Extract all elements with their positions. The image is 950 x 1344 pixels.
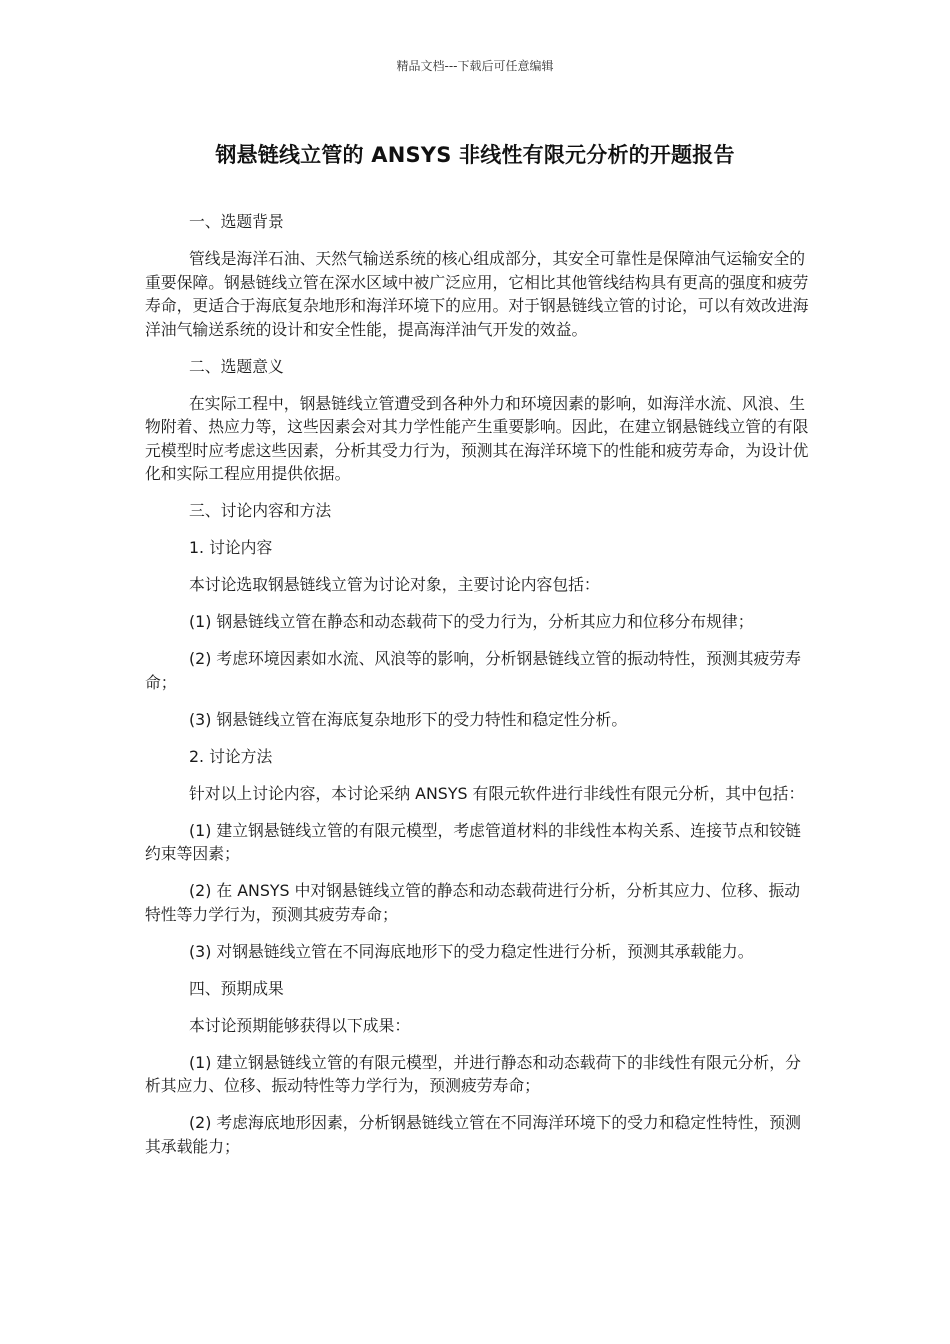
document-title: 钢悬链线立管的 ANSYS 非线性有限元分析的开题报告 — [215, 143, 735, 167]
list-item: (2) 考虑环境因素如水流、风浪等的影响，分析钢悬链线立管的振动特性，预测其疲劳寿命； — [145, 649, 801, 692]
section-heading-significance: 二、选题意义 — [189, 356, 284, 376]
list-item: (3) 钢悬链线立管在海底复杂地形下的受力特性和稳定性分析。 — [189, 709, 628, 729]
list-item: (3) 对钢悬链线立管在不同海底地形下的受力稳定性进行分析，预测其承载能力。 — [189, 941, 754, 961]
paragraph-results-intro: 本讨论预期能够获得以下成果： — [189, 1015, 411, 1035]
document-body — [145, 210, 811, 1172]
paragraph-significance: 在实际工程中，钢悬链线立管遭受到各种外力和环境因素的影响，如海洋水流、风浪、生物附着、热应力等，这些因素会对其力学性能产生重要影响。因此，在建立钢悬链线立管的有限元模型时应考虑这些因素，分析其受力行为，预测其在海洋环境下的性能和疲劳寿命，为设计优化和实际工程应用提供依据。 — [145, 393, 809, 483]
list-item: (1) 建立钢悬链线立管的有限元模型，并进行静态和动态载荷下的非线性有限元分析，分析其应力、位移、振动特性等力学行为，预测疲劳寿命； — [145, 1052, 801, 1095]
paragraph-methods-intro: 针对以上讨论内容，本讨论采纳 ANSYS 有限元软件进行非线性有限元分析，其中包括： — [189, 783, 805, 803]
list-item: (2) 考虑海底地形因素，分析钢悬链线立管在不同海洋环境下的受力和稳定性特性，预测其承载能力； — [145, 1113, 801, 1156]
section-heading-expected-results: 四、预期成果 — [189, 978, 284, 998]
list-item: (2) 在 ANSYS 中对钢悬链线立管的静态和动态载荷进行分析，分析其应力、位移、振动特性等力学行为，预测其疲劳寿命； — [145, 881, 801, 924]
paragraph-background: 管线是海洋石油、天然气输送系统的核心组成部分，其安全可靠性是保障油气运输安全的重要保障。钢悬链线立管在深水区域中被广泛应用，它相比其他管线结构具有更高的强度和疲劳寿命，更适合于海底复杂地形和海洋环境下的应用。对于钢悬链线立管的讨论，可以有效改进海洋油气输送系统的设计和安全性能，提高海洋油气开发的效益。 — [145, 249, 809, 339]
list-item: (1) 钢悬链线立管在静态和动态载荷下的受力行为，分析其应力和位移分布规律； — [189, 612, 754, 631]
section-heading-background: 一、选题背景 — [189, 212, 284, 231]
subheading-methods: 2. 讨论方法 — [189, 746, 273, 766]
subheading-content: 1. 讨论内容 — [189, 538, 273, 557]
paragraph-content-intro: 本讨论选取钢悬链线立管为讨论对象，主要讨论内容包括： — [189, 575, 600, 594]
page-header-note: 精品文档---下载后可任意编辑 — [396, 59, 554, 73]
section-heading-content-methods: 三、讨论内容和方法 — [189, 501, 332, 520]
list-item: (1) 建立钢悬链线立管的有限元模型，考虑管道材料的非线性本构关系、连接节点和铰链约束等因素； — [145, 820, 801, 863]
